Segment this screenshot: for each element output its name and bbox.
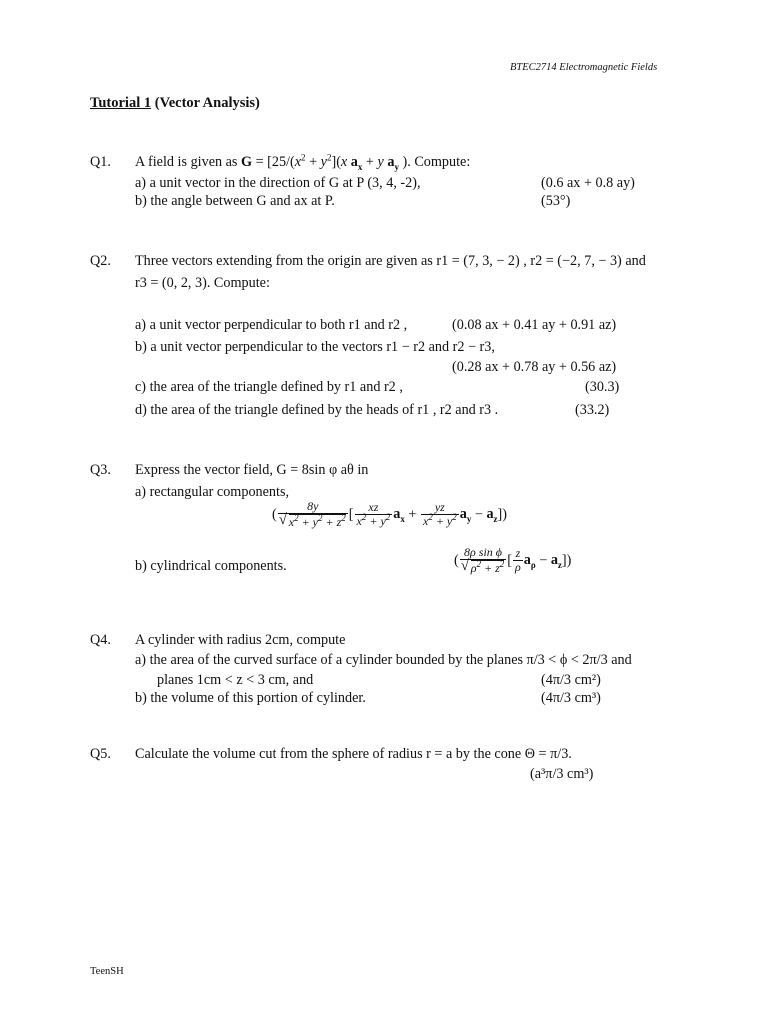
q2-part-d-answer: (33.2) bbox=[575, 402, 610, 418]
q5-number: Q5. bbox=[90, 746, 111, 762]
q1-number: Q1. bbox=[90, 154, 111, 170]
q4-number: Q4. bbox=[90, 632, 111, 648]
fraction: 8y √ $x^2 + y^2 + z^2$ bbox=[278, 500, 348, 530]
fraction: $\frac{yz}{x^2 + y^2}$ bbox=[422, 500, 457, 529]
fraction: $\frac{xz}{x^2 + y^2}$ bbox=[356, 500, 391, 529]
q4-part-b-answer: (4π/3 cm³) bbox=[541, 690, 601, 706]
q5-answer: (a³π/3 cm³) bbox=[530, 766, 594, 782]
q5-stem: Calculate the volume cut from the sphere of radius r = a by the cone Θ = π/3. bbox=[135, 746, 572, 762]
q1-stem: A field is given as $G = [25/(x^2 + y^2](x$ $a_x + y$ $a_y$ ). Compute: bbox=[135, 152, 471, 172]
footer-author: TeenSH bbox=[90, 966, 124, 977]
q3-number: Q3. bbox=[90, 462, 111, 478]
q3-stem: Express the vector field, G = 8sin φ aθ in bbox=[135, 462, 369, 478]
q4-part-b: b) the volume of this portion of cylinder. bbox=[135, 690, 366, 706]
q3-part-b-answer: ( 8ρ sin ϕ √ $\rho^2 + z^2$ [ $\frac{z}{\rho}$ $a_\rho - a_z$]) bbox=[454, 546, 571, 576]
q2-part-c-answer: (30.3) bbox=[585, 379, 620, 395]
q2-part-c: c) the area of the triangle defined by r1 and r2 , bbox=[135, 379, 403, 395]
q4-part-a-line2: planes 1cm < z < 3 cm, and bbox=[157, 672, 314, 688]
q2-number: Q2. bbox=[90, 253, 111, 269]
q1-part-b-answer: (53°) bbox=[541, 193, 571, 209]
fraction: 8ρ sin ϕ √ $\rho^2 + z^2$ bbox=[460, 546, 507, 576]
q4-part-a: a) the area of the curved surface of a cylinder bounded by the planes π/3 < ϕ < 2π/3 and bbox=[135, 652, 632, 668]
page-title bbox=[90, 95, 260, 112]
q3-part-b: b) cylindrical components. bbox=[135, 558, 287, 574]
q2-part-b: b) a unit vector perpendicular to the vectors r1 − r2 and r2 − r3, bbox=[135, 339, 495, 355]
q2-part-b-answer: (0.28 ax + 0.78 ay + 0.56 az) bbox=[452, 359, 617, 375]
q1-part-b: b) the angle between G and ax at P. bbox=[135, 193, 335, 209]
q3-part-a-answer: ( 8y √ $x^2 + y^2 + z^2$ [ $\frac{xz}{x^2 + y^2}$ $a_x$ + $\frac{yz}{x^2 + y^2}$ $a_y - a_z$]) bbox=[272, 500, 507, 530]
q2-part-d: d) the area of the triangle defined by the heads of r1 , r2 and r3 . bbox=[135, 402, 499, 418]
q4-stem: A cylinder with radius 2cm, compute bbox=[135, 632, 346, 648]
q1-part-a: a) a unit vector in the direction of G at P (3, 4, -2), bbox=[135, 175, 421, 191]
q2-stem-line2: r3 = (0, 2, 3). Compute: bbox=[135, 275, 270, 291]
tutorial-topic: (Vector Analysis) bbox=[151, 95, 260, 111]
fraction: $\frac{z}{\rho}$ bbox=[515, 546, 521, 575]
tutorial-number: Tutorial 1 bbox=[90, 95, 152, 111]
course-header: BTEC2714 Electromagnetic Fields bbox=[510, 62, 658, 73]
q4-part-a-answer: (4π/3 cm²) bbox=[541, 672, 601, 688]
q2-part-a-answer: (0.08 ax + 0.41 ay + 0.91 az) bbox=[452, 317, 617, 333]
q2-stem: Three vectors extending from the origin are given as r1 = (7, 3, − 2) , r2 = (−2, 7, − 3) and bbox=[135, 253, 646, 269]
q2-part-a: a) a unit vector perpendicular to both r1 and r2 , bbox=[135, 317, 408, 333]
q3-part-a: a) rectangular components, bbox=[135, 484, 290, 500]
q1-part-a-answer: (0.6 ax + 0.8 ay) bbox=[541, 175, 635, 191]
